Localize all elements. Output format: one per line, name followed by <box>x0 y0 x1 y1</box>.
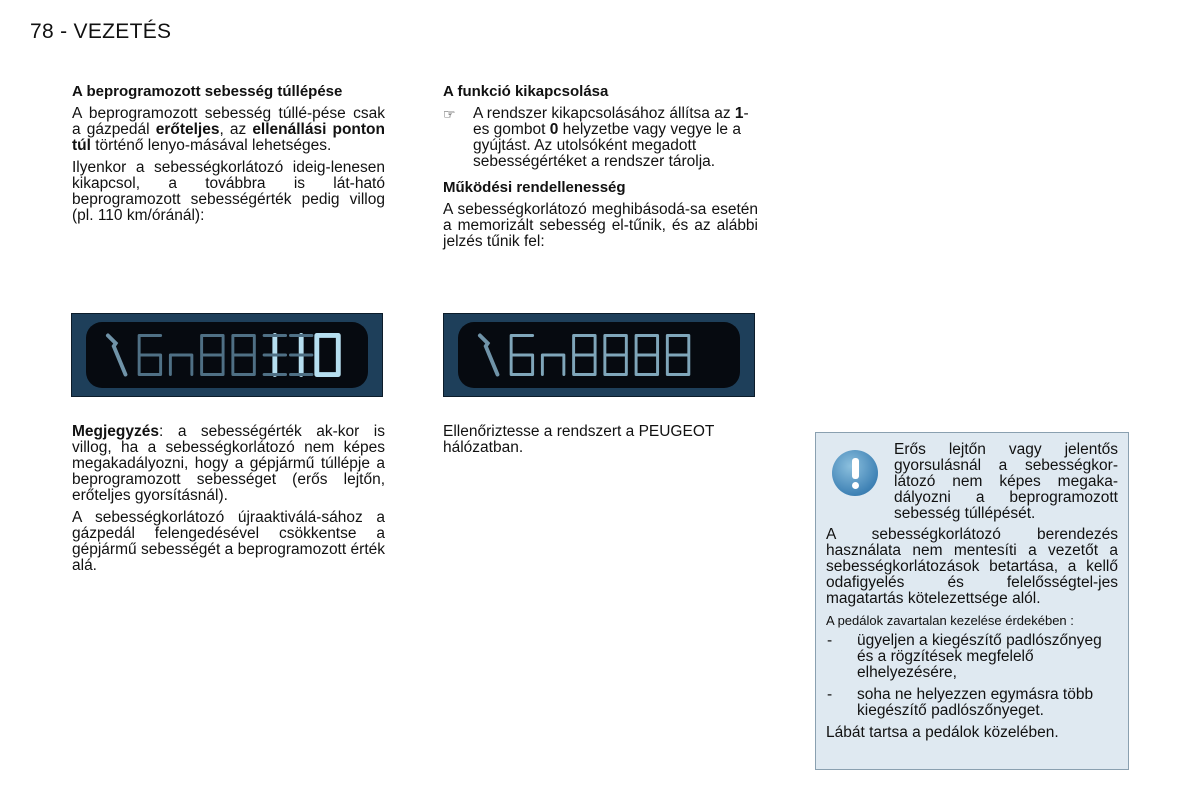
section-heading-malfunction: Működési rendellenesség <box>443 179 626 196</box>
lcd-display-flashing-speed <box>71 313 383 397</box>
warning-item-text: soha ne helyezzen egymásra több kiegészítő padlószőnyeget. <box>857 686 1094 719</box>
warning-final: Lábát tartsa a pedálok közelében. <box>826 724 1059 741</box>
paragraph-malfunction: A sebességkorlátozó meghibásodá-sa esetén a memorizált sebesség el-tűnik, és az alábbi jelzés tűnik fel: <box>443 201 758 250</box>
warning-text-1: Erős lejtőn vagy jelentős gyorsulásnál a sebességkor-látozó nem képes megaka-dályozni a beprogramozott sebesség túllépését. <box>894 441 1118 522</box>
warning-small-line: A pedálok zavartalan kezelése érdekében : <box>826 613 1074 628</box>
warning-top <box>826 442 1118 522</box>
warning-list-item <box>826 687 1118 719</box>
dash-bullet: - <box>827 686 833 703</box>
bullet-deactivate-text: A rendszer kikapcsolásához állítsa az 1-es gombot 0 helyzetbe vagy vegye le a gyújtást. Az utolsóként megadott sebességértéket a rendszer tárolja. <box>473 105 749 170</box>
exclamation-icon <box>832 450 878 496</box>
warning-list-item <box>826 633 1118 681</box>
warning-box <box>815 432 1129 770</box>
dash-bullet: - <box>827 632 833 649</box>
lcd-segments-flashing <box>72 314 382 396</box>
paragraph-exceed-rich: A beprogramozott sebesség túllé-pése csak a gázpedál erőteljes, az ellenállási ponton túl történő lenyo-másával lehetséges. <box>72 105 385 154</box>
section-heading-deactivate: A funkció kikapcsolása <box>443 83 609 100</box>
bullet-deactivate <box>443 106 758 170</box>
lcd-segments-dashes <box>444 314 754 396</box>
left-column <box>72 84 385 230</box>
paragraph-note-rich: Megjegyzés: a sebességérték ak-kor is villog, ha a sebességkorlátozó nem képes megakadályozni, hogy a gépjármű túllépje a beprogramozott sebességet (erős lejtőn, erőteljes gyorsításnál). <box>72 423 385 504</box>
warning-text-2: A sebességkorlátozó berendezés használata nem mentesíti a vezetőt a sebességkorlátozások betartása, a kellő odafigyelés és felelősségtel-jes magatartás kötelezettsége alól. <box>826 526 1118 607</box>
lcd-display-malfunction <box>443 313 755 397</box>
pointing-hand-icon: ☞ <box>443 106 456 122</box>
wrench-icon <box>108 335 126 374</box>
left-notes <box>72 424 385 580</box>
middle-column <box>443 84 758 256</box>
paragraph-reactivate: A sebességkorlátozó újraaktiválá-sához a gázpedál felengedésével csökkentse a gépjármű sebességét a beprogramozott érték alá. <box>72 509 385 574</box>
paragraph-peugeot-check: Ellenőriztesse a rendszert a PEUGEOT hálózatban. <box>443 423 715 456</box>
wrench-icon <box>480 335 498 374</box>
section-heading-speed-exceed: A beprogramozott sebesség túllépése <box>72 83 343 100</box>
page-title: 78 - VEZETÉS <box>30 20 172 43</box>
warning-item-text: ügyeljen a kiegészítő padlószőnyeg és a rögzítések megfelelő elhelyezésére, <box>857 632 1102 681</box>
middle-notes <box>443 424 758 462</box>
paragraph-exceed-flashing: Ilyenkor a sebességkorlátozó ideig-lenesen kikapcsol, a továbbra is lát-ható beprogramozott sebességérték pedig villog (pl. 110 km/óránál): <box>72 159 385 224</box>
